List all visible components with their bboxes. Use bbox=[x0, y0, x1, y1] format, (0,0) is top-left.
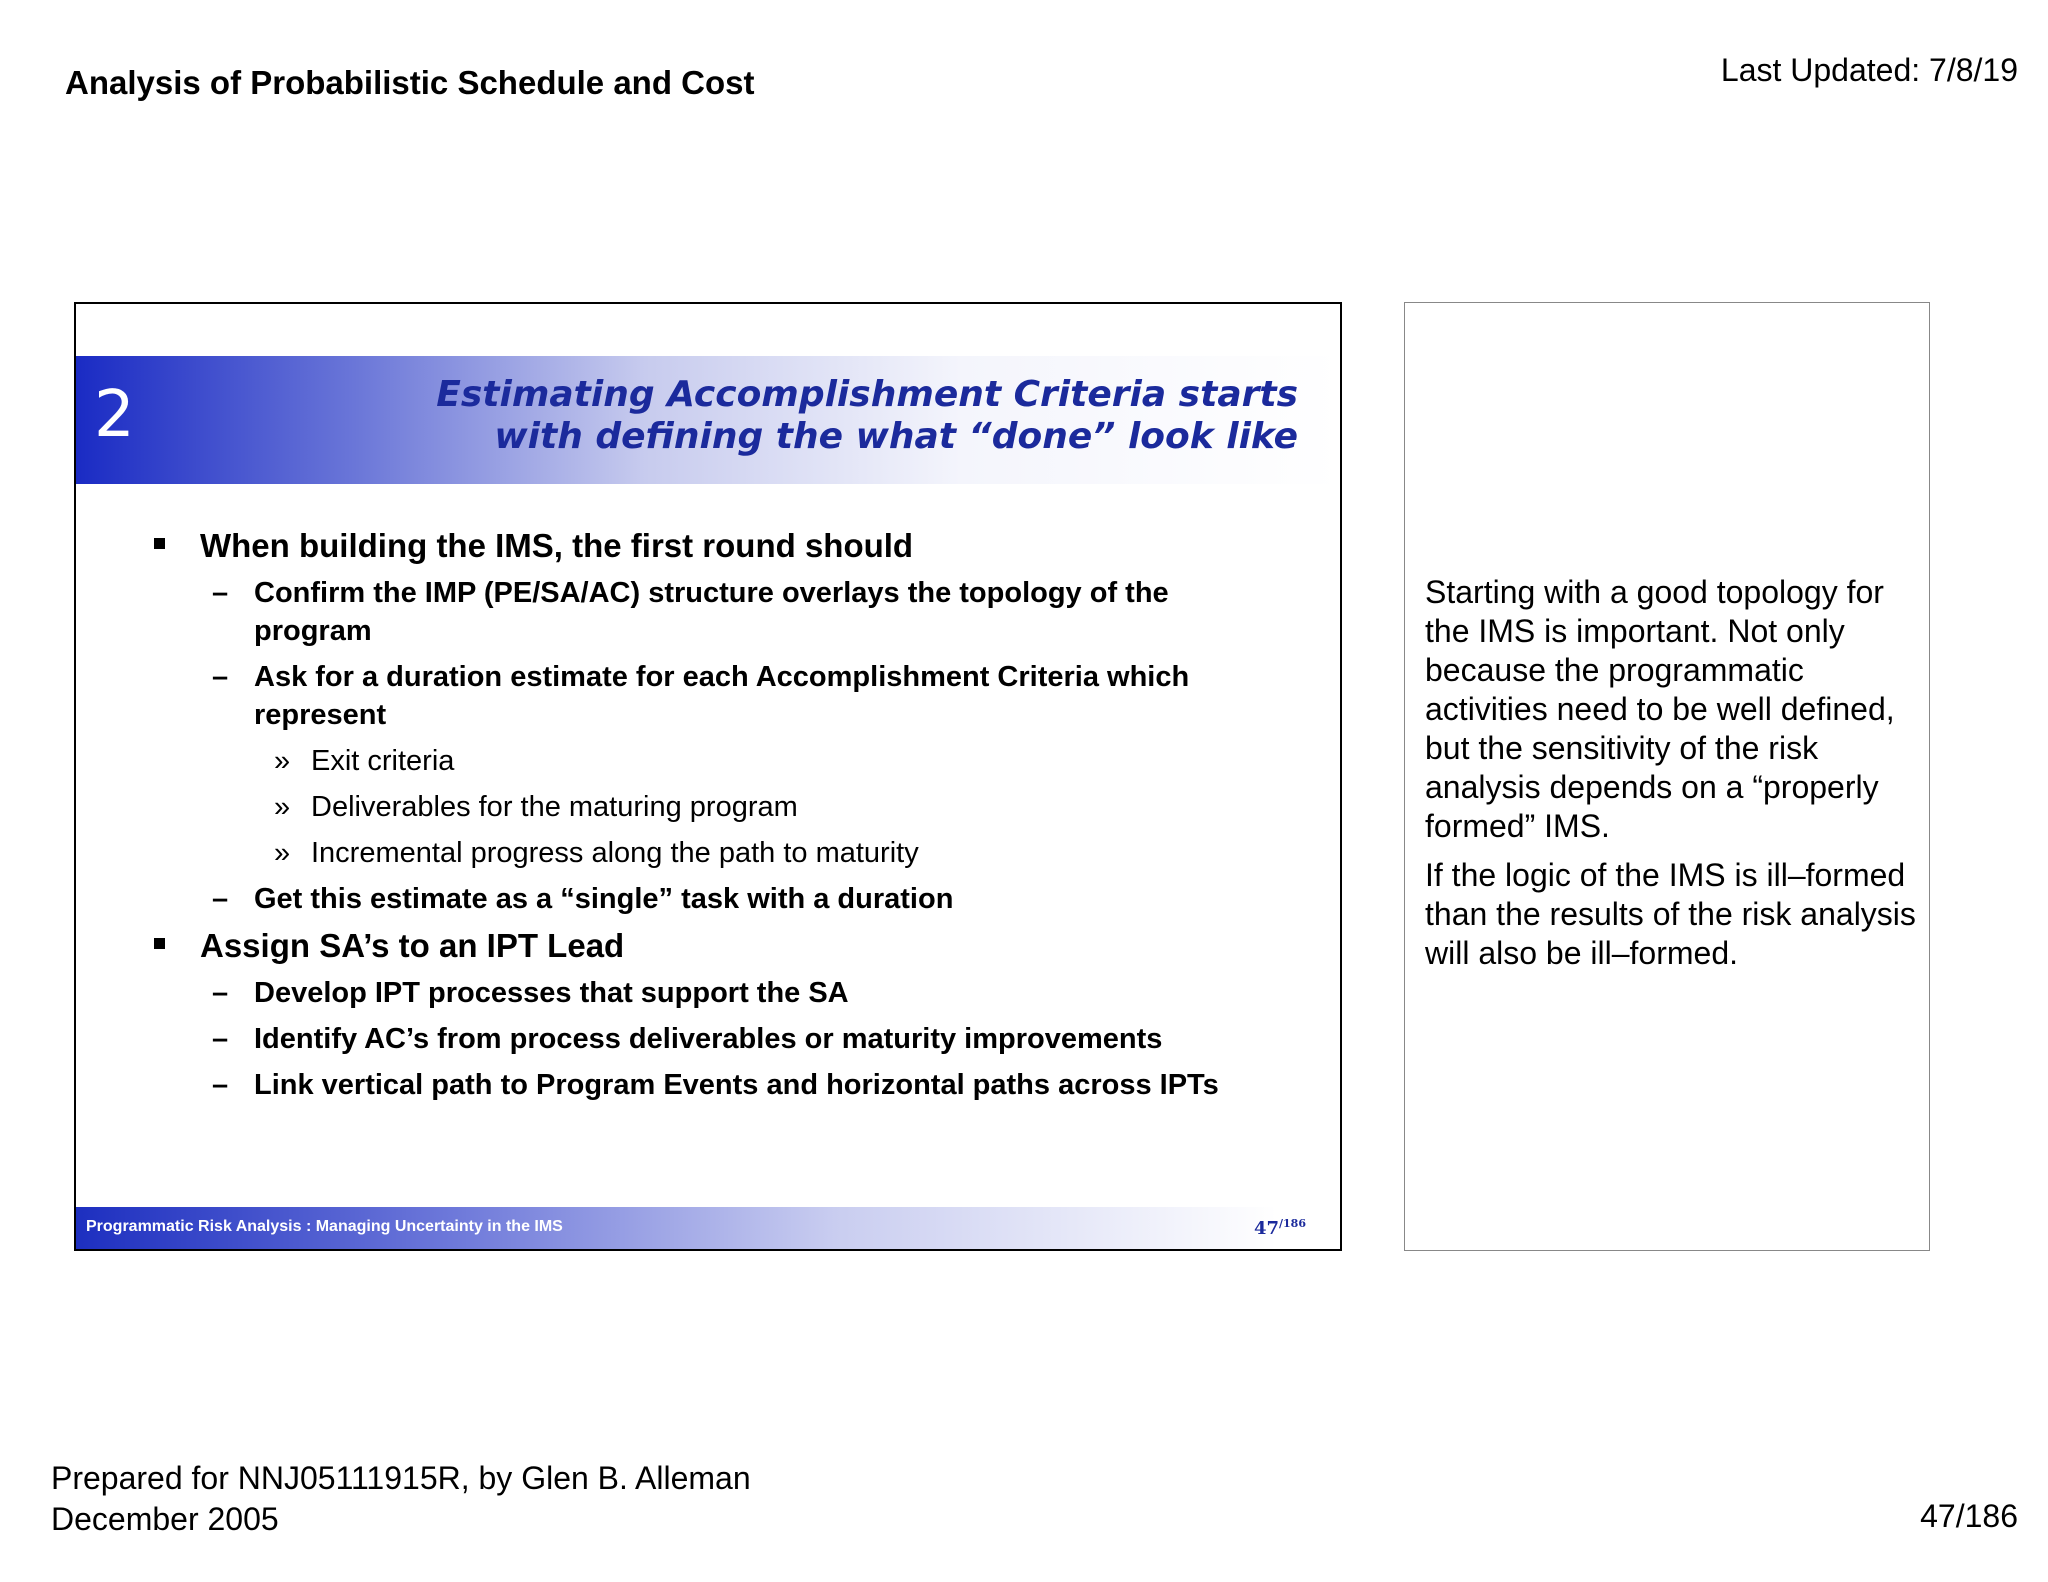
slide-header-banner bbox=[76, 356, 1340, 484]
bullet-level-1 bbox=[154, 926, 1294, 966]
dash-bullet-icon: – bbox=[212, 977, 229, 1009]
bullet-level-3 bbox=[154, 788, 1294, 826]
slide-title-line-2: with defining the what “done” look like bbox=[494, 416, 1298, 457]
slide-footer-bar bbox=[76, 1207, 1340, 1249]
bullet-text: When building the IMS, the first round should bbox=[200, 527, 914, 564]
notes-paragraph-1: Starting with a good topology for the IMS is important. Not only because the programmatic activities need to be well defined, but the sensitivity of the risk analysis depends on a “properly formed” IMS. bbox=[1425, 574, 1895, 844]
bullet-text: Assign SA’s to an IPT Lead bbox=[200, 927, 625, 964]
speaker-notes-text bbox=[1425, 573, 1920, 983]
bullet-level-2 bbox=[154, 880, 1294, 918]
dash-bullet-icon: – bbox=[212, 883, 229, 915]
bullet-text: Ask for a duration estimate for each Accomplishment Criteria which represent bbox=[254, 661, 1190, 731]
dash-bullet-icon: – bbox=[212, 661, 229, 693]
bullet-level-1 bbox=[154, 526, 1294, 566]
chevron-bullet-icon: » bbox=[274, 837, 291, 869]
prepared-for-block bbox=[51, 1458, 751, 1540]
slide-title bbox=[398, 374, 1298, 458]
bullet-text: Deliverables for the maturing program bbox=[311, 791, 798, 823]
bullet-level-2 bbox=[154, 574, 1294, 650]
chevron-bullet-icon: » bbox=[274, 745, 291, 777]
slide-section-number: 2 bbox=[94, 378, 135, 452]
bullet-level-2 bbox=[154, 1020, 1294, 1058]
prepared-date: December 2005 bbox=[51, 1501, 279, 1537]
bullet-text: Link vertical path to Program Events and horizontal paths across IPTs bbox=[254, 1069, 1219, 1101]
slide-page-current: 47 bbox=[1253, 1218, 1280, 1239]
bullet-text: Exit criteria bbox=[311, 745, 455, 777]
dash-bullet-icon: – bbox=[212, 577, 229, 609]
slide-footer-text: Programmatic Risk Analysis : Managing Uncertainty in the IMS bbox=[86, 1218, 563, 1235]
square-bullet-icon bbox=[154, 938, 165, 949]
dash-bullet-icon: – bbox=[212, 1023, 229, 1055]
prepared-for-line: Prepared for NNJ05111915R, by Glen B. Alleman bbox=[51, 1460, 751, 1496]
bullet-level-2 bbox=[154, 658, 1294, 734]
slide-title-line-1: Estimating Accomplishment Criteria starts bbox=[436, 374, 1298, 415]
slide-page-total: /186 bbox=[1279, 1217, 1306, 1230]
slide-bullet-list bbox=[154, 526, 1294, 1112]
bullet-text: Confirm the IMP (PE/SA/AC) structure overlays the topology of the program bbox=[254, 577, 1169, 647]
slide-page-number bbox=[1254, 1217, 1306, 1239]
speaker-notes-box bbox=[1404, 302, 1930, 1251]
slide-image bbox=[74, 302, 1342, 1251]
chevron-bullet-icon: » bbox=[274, 791, 291, 823]
bullet-level-2 bbox=[154, 1066, 1294, 1104]
bullet-level-3 bbox=[154, 834, 1294, 872]
bullet-text: Get this estimate as a “single” task with a duration bbox=[254, 883, 954, 915]
bullet-level-2 bbox=[154, 974, 1294, 1012]
square-bullet-icon bbox=[154, 538, 165, 549]
bullet-text: Develop IPT processes that support the SA bbox=[254, 977, 849, 1009]
last-updated-date: Last Updated: 7/8/19 bbox=[1720, 52, 2018, 88]
document-title: Analysis of Probabilistic Schedule and Cost bbox=[65, 64, 755, 101]
bullet-text: Identify AC’s from process deliverables or maturity improvements bbox=[254, 1023, 1163, 1055]
notes-paragraph-2: If the logic of the IMS is ill–formed than the results of the risk analysis will also be ill–formed. bbox=[1425, 857, 1916, 971]
bullet-level-3 bbox=[154, 742, 1294, 780]
page-number: 47/186 bbox=[1920, 1498, 2018, 1534]
bullet-text: Incremental progress along the path to maturity bbox=[311, 837, 919, 869]
dash-bullet-icon: – bbox=[212, 1069, 229, 1101]
